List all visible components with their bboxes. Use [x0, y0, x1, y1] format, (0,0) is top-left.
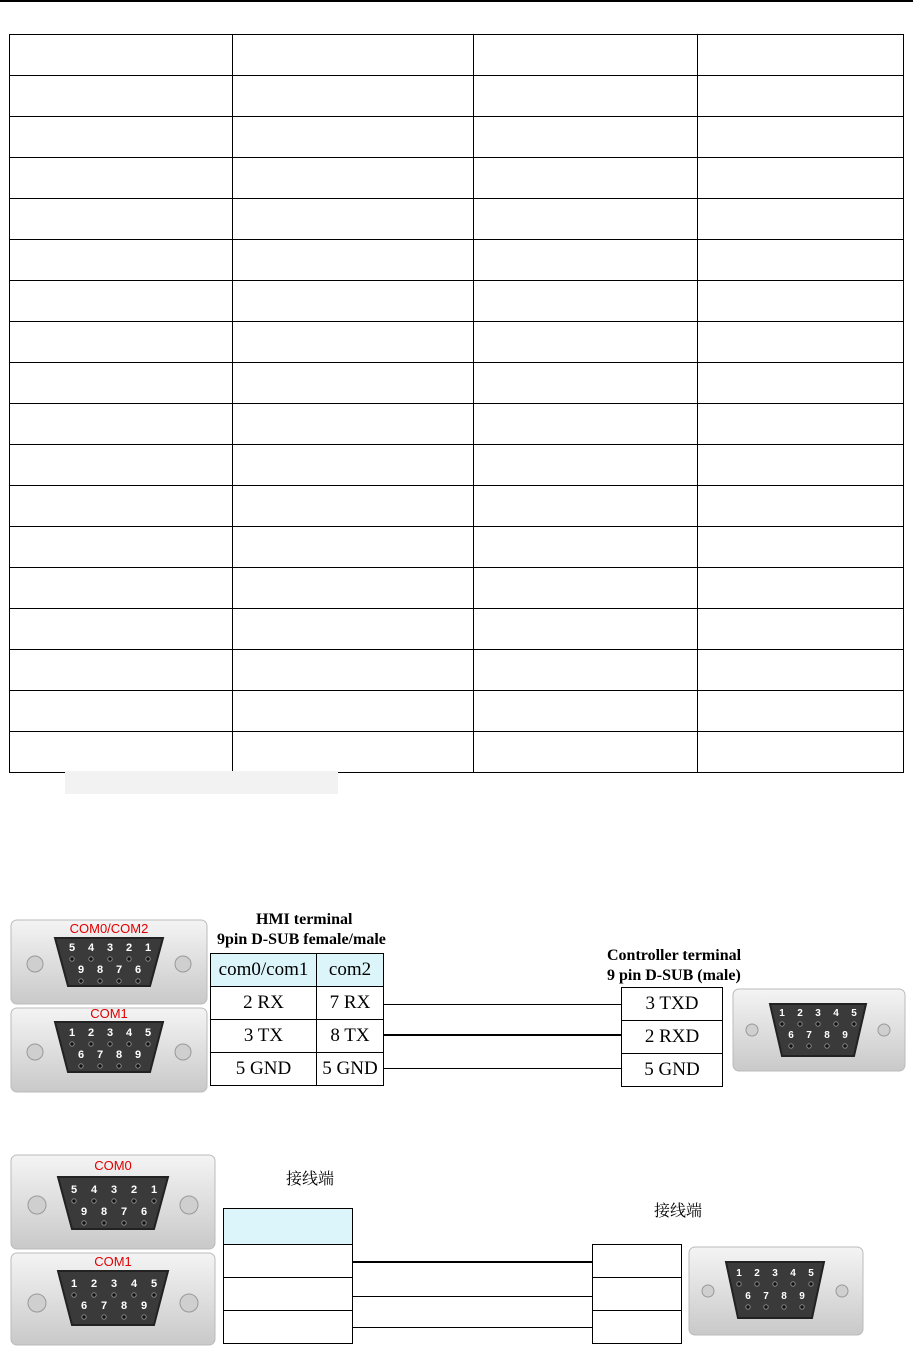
pin-hole	[79, 1064, 83, 1068]
table-row	[10, 76, 904, 117]
pin-hole	[108, 1042, 112, 1046]
hmi-pin-cell: 3 TX	[211, 1020, 317, 1053]
pin-hole	[764, 1305, 768, 1309]
pin-number: 3	[772, 1268, 778, 1279]
hmi-pin-cell: 8 TX	[317, 1020, 384, 1053]
hmi-pin-cell-2	[224, 1278, 353, 1311]
table-cell	[474, 691, 698, 732]
table-cell	[698, 281, 904, 322]
table-cell	[10, 609, 233, 650]
pin-hole	[102, 1315, 106, 1319]
table-cell	[233, 732, 474, 773]
table-cell	[233, 158, 474, 199]
table-row	[10, 732, 904, 773]
controller-terminal-title: Controller terminal	[607, 947, 742, 964]
pin-hole	[834, 1022, 838, 1026]
wire-2-2	[352, 1296, 592, 1297]
table-cell	[474, 568, 698, 609]
pin-hole	[798, 1022, 802, 1026]
pin-number: 5	[68, 942, 76, 954]
controller-pin-cell: 5 GND	[622, 1054, 723, 1087]
table-cell	[10, 281, 233, 322]
pin-hole	[780, 1022, 784, 1026]
table-cell	[233, 691, 474, 732]
pin-hole	[70, 1042, 74, 1046]
pin-number: 5	[851, 1008, 857, 1019]
connector-top-label: COM0/COM2	[69, 921, 149, 936]
table-row	[10, 445, 904, 486]
controller-pin-cell: 3 TXD	[622, 988, 723, 1021]
table-cell	[474, 363, 698, 404]
table-cell	[474, 486, 698, 527]
table-cell	[10, 158, 233, 199]
pin-number: 3	[110, 1184, 118, 1196]
table-cell	[474, 609, 698, 650]
pin-number: 9	[799, 1291, 805, 1302]
table-cell	[233, 240, 474, 281]
pin-hole	[72, 1199, 76, 1203]
pin-hole	[843, 1044, 847, 1048]
pin-number: 9	[140, 1300, 148, 1312]
wire-3-2	[352, 1327, 592, 1328]
table-cell	[474, 117, 698, 158]
table-cell	[698, 76, 904, 117]
pin-number: 3	[110, 1278, 118, 1290]
pin-hole	[773, 1282, 777, 1286]
table-row	[10, 281, 904, 322]
table-cell	[698, 322, 904, 363]
table-cell	[474, 527, 698, 568]
pin-number: 1	[736, 1268, 742, 1279]
pin-number: 7	[120, 1206, 128, 1218]
table-cell	[10, 650, 233, 691]
table-cell	[233, 281, 474, 322]
pin-hole	[72, 1293, 76, 1297]
table-cell	[698, 486, 904, 527]
pin-hole	[117, 1064, 121, 1068]
pin-number: 7	[763, 1291, 769, 1302]
pin-number: 6	[134, 964, 142, 976]
controller-pin-cell-2	[593, 1245, 682, 1278]
pin-hole	[79, 979, 83, 983]
table-cell	[698, 609, 904, 650]
hmi-header-com01: com0/com1	[211, 954, 317, 987]
pin-number: 8	[115, 1049, 123, 1061]
table-cell	[10, 527, 233, 568]
pin-number: 1	[70, 1278, 78, 1290]
pin-hole	[122, 1221, 126, 1225]
hmi-pin-cell-2	[224, 1311, 353, 1344]
pin-hole	[755, 1282, 759, 1286]
pin-number: 2	[90, 1278, 98, 1290]
pin-number: 9	[80, 1206, 88, 1218]
pin-hole	[122, 1315, 126, 1319]
table-row	[10, 609, 904, 650]
table-row	[10, 199, 904, 240]
table-cell	[10, 117, 233, 158]
connector-bottom-label: COM1	[90, 1006, 128, 1021]
pin-number: 8	[100, 1206, 108, 1218]
pin-number: 6	[77, 1049, 85, 1061]
table-cell	[10, 732, 233, 773]
pin-number: 4	[125, 1027, 133, 1039]
hmi-terminal-subtitle: 9pin D-SUB female/male	[217, 931, 386, 948]
pin-hole	[132, 1293, 136, 1297]
table-cell	[10, 691, 233, 732]
pin-number: 3	[815, 1008, 821, 1019]
pin-number: 5	[150, 1278, 158, 1290]
table-row	[10, 35, 904, 76]
header-rule	[0, 0, 913, 2]
pin-hole	[746, 1305, 750, 1309]
pin-hole	[89, 957, 93, 961]
table-cell	[233, 117, 474, 158]
wire-gnd	[384, 1068, 621, 1069]
hmi-header-com2: com2	[317, 954, 384, 987]
db9-male-connector-icon-2	[688, 1246, 864, 1336]
pin-hole	[146, 1042, 150, 1046]
pin-number: 2	[754, 1268, 760, 1279]
table-cell	[698, 527, 904, 568]
pin-hole	[800, 1305, 804, 1309]
controller-pin-cell-2	[593, 1311, 682, 1344]
table-row	[10, 158, 904, 199]
pin-number: 4	[833, 1008, 839, 1019]
pin-hole	[152, 1199, 156, 1203]
pin-number: 4	[790, 1268, 796, 1279]
table-cell	[233, 650, 474, 691]
table-row	[10, 568, 904, 609]
pin-hole	[152, 1293, 156, 1297]
table-cell	[10, 363, 233, 404]
table-cell	[233, 35, 474, 76]
table-cell	[474, 650, 698, 691]
pin-number: 4	[130, 1278, 138, 1290]
table-cell	[698, 650, 904, 691]
table-row	[10, 527, 904, 568]
table-row	[10, 650, 904, 691]
pin-hole	[82, 1221, 86, 1225]
table-cell	[698, 404, 904, 445]
pin-hole	[92, 1293, 96, 1297]
controller-terminal-title-2: 接线端	[654, 1201, 703, 1220]
hmi-pin-cell-2	[224, 1245, 353, 1278]
pin-hole	[70, 957, 74, 961]
table-cell	[474, 404, 698, 445]
hmi-connector-pair-icon	[10, 918, 208, 1094]
pin-hole	[127, 957, 131, 961]
pin-hole	[92, 1199, 96, 1203]
pin-hole	[102, 1221, 106, 1225]
table-cell	[233, 527, 474, 568]
table-cell	[10, 445, 233, 486]
table-row	[10, 404, 904, 445]
table-cell	[233, 404, 474, 445]
pin-number: 8	[824, 1030, 830, 1041]
table-cell	[10, 486, 233, 527]
pin-hole	[142, 1315, 146, 1319]
pin-number: 4	[90, 1184, 98, 1196]
table-cell	[698, 240, 904, 281]
pin-hole	[136, 1064, 140, 1068]
pin-hole	[117, 979, 121, 983]
pin-number: 2	[797, 1008, 803, 1019]
pin-hole	[98, 979, 102, 983]
empty-table	[9, 34, 904, 773]
pin-hole	[737, 1282, 741, 1286]
pin-number: 9	[842, 1030, 848, 1041]
pin-hole	[127, 1042, 131, 1046]
table-cell	[233, 486, 474, 527]
table-cell	[233, 445, 474, 486]
db9-male-connector-icon	[732, 988, 906, 1072]
connector-bottom-label-2: COM1	[94, 1254, 132, 1269]
hmi-pin-cell: 5 GND	[317, 1053, 384, 1086]
table-cell	[474, 322, 698, 363]
pin-number: 8	[96, 964, 104, 976]
pin-hole	[809, 1282, 813, 1286]
pin-number: 5	[144, 1027, 152, 1039]
pin-number: 6	[788, 1030, 794, 1041]
pin-hole	[112, 1199, 116, 1203]
hmi-header-cell-2	[224, 1209, 353, 1245]
wire-tx-rxd	[384, 1034, 621, 1036]
table-cell	[10, 404, 233, 445]
controller-pin-cell-2	[593, 1278, 682, 1311]
controller-terminal-subtitle: 9 pin D-SUB (male)	[607, 967, 741, 984]
table-cell	[474, 281, 698, 322]
controller-pin-table-2	[592, 1244, 682, 1344]
table-cell	[698, 363, 904, 404]
pin-hole	[142, 1221, 146, 1225]
table-cell	[474, 199, 698, 240]
pin-number: 7	[100, 1300, 108, 1312]
pin-hole	[789, 1044, 793, 1048]
table-cell	[10, 240, 233, 281]
table-row	[10, 691, 904, 732]
hmi-connector-pair-icon-2	[10, 1153, 216, 1347]
pin-hole	[146, 957, 150, 961]
pin-number: 9	[77, 964, 85, 976]
table-cell	[233, 76, 474, 117]
pin-hole	[112, 1293, 116, 1297]
connector-top-label-2: COM0	[94, 1158, 132, 1173]
pin-number: 5	[808, 1268, 814, 1279]
table-cell	[698, 445, 904, 486]
pin-hole	[807, 1044, 811, 1048]
pin-number: 3	[106, 942, 114, 954]
pin-number: 6	[140, 1206, 148, 1218]
pin-hole	[791, 1282, 795, 1286]
table-cell	[698, 158, 904, 199]
pin-hole	[852, 1022, 856, 1026]
pin-number: 1	[68, 1027, 76, 1039]
table-cell	[698, 732, 904, 773]
pin-hole	[108, 957, 112, 961]
pin-hole	[82, 1315, 86, 1319]
pin-number: 8	[781, 1291, 787, 1302]
pin-hole	[136, 979, 140, 983]
table-cell	[474, 445, 698, 486]
pin-number: 7	[806, 1030, 812, 1041]
table-cell	[233, 322, 474, 363]
pin-number: 1	[779, 1008, 785, 1019]
wire-1-2	[352, 1261, 592, 1263]
table-cell	[10, 199, 233, 240]
pin-number: 9	[134, 1049, 142, 1061]
table-cell	[474, 76, 698, 117]
pin-number: 2	[125, 942, 133, 954]
hmi-pin-table-2	[223, 1208, 353, 1344]
pin-number: 4	[87, 942, 95, 954]
pin-hole	[825, 1044, 829, 1048]
hmi-pin-cell: 5 GND	[211, 1053, 317, 1086]
hmi-pin-table	[210, 953, 384, 1086]
pin-hole	[132, 1199, 136, 1203]
table-cell	[698, 691, 904, 732]
hmi-terminal-title-2: 接线端	[286, 1169, 335, 1188]
wire-rx-txd	[384, 1004, 621, 1005]
pin-hole	[782, 1305, 786, 1309]
table-cell	[10, 322, 233, 363]
table-cell	[10, 35, 233, 76]
table-row	[10, 117, 904, 158]
pin-hole	[89, 1042, 93, 1046]
table-cell	[10, 568, 233, 609]
table-row	[10, 363, 904, 404]
pin-number: 2	[87, 1027, 95, 1039]
pin-number: 7	[115, 964, 123, 976]
pin-number: 1	[144, 942, 152, 954]
pin-number: 1	[150, 1184, 158, 1196]
table-cell	[10, 76, 233, 117]
table-cell	[474, 732, 698, 773]
table-cell	[474, 158, 698, 199]
table-cell	[698, 199, 904, 240]
controller-pin-table	[621, 987, 723, 1087]
hmi-pin-cell: 2 RX	[211, 987, 317, 1020]
hmi-terminal-title: HMI terminal	[256, 911, 353, 928]
pin-number: 8	[120, 1300, 128, 1312]
pin-number: 6	[745, 1291, 751, 1302]
table-cell	[698, 117, 904, 158]
pin-number: 3	[106, 1027, 114, 1039]
table-cell	[233, 609, 474, 650]
table-cell	[474, 240, 698, 281]
pin-number: 2	[130, 1184, 138, 1196]
controller-pin-cell: 2 RXD	[622, 1021, 723, 1054]
table-cell	[233, 363, 474, 404]
table-cell	[474, 35, 698, 76]
table-cell	[698, 35, 904, 76]
pin-hole	[816, 1022, 820, 1026]
table-row	[10, 486, 904, 527]
pin-hole	[98, 1064, 102, 1068]
pin-number: 5	[70, 1184, 78, 1196]
pin-number: 7	[96, 1049, 104, 1061]
table-cell	[233, 568, 474, 609]
pin-number: 6	[80, 1300, 88, 1312]
table-cell	[698, 568, 904, 609]
table-caption-placeholder	[65, 771, 338, 794]
table-row	[10, 322, 904, 363]
table-row	[10, 240, 904, 281]
table-cell	[233, 199, 474, 240]
hmi-pin-cell: 7 RX	[317, 987, 384, 1020]
